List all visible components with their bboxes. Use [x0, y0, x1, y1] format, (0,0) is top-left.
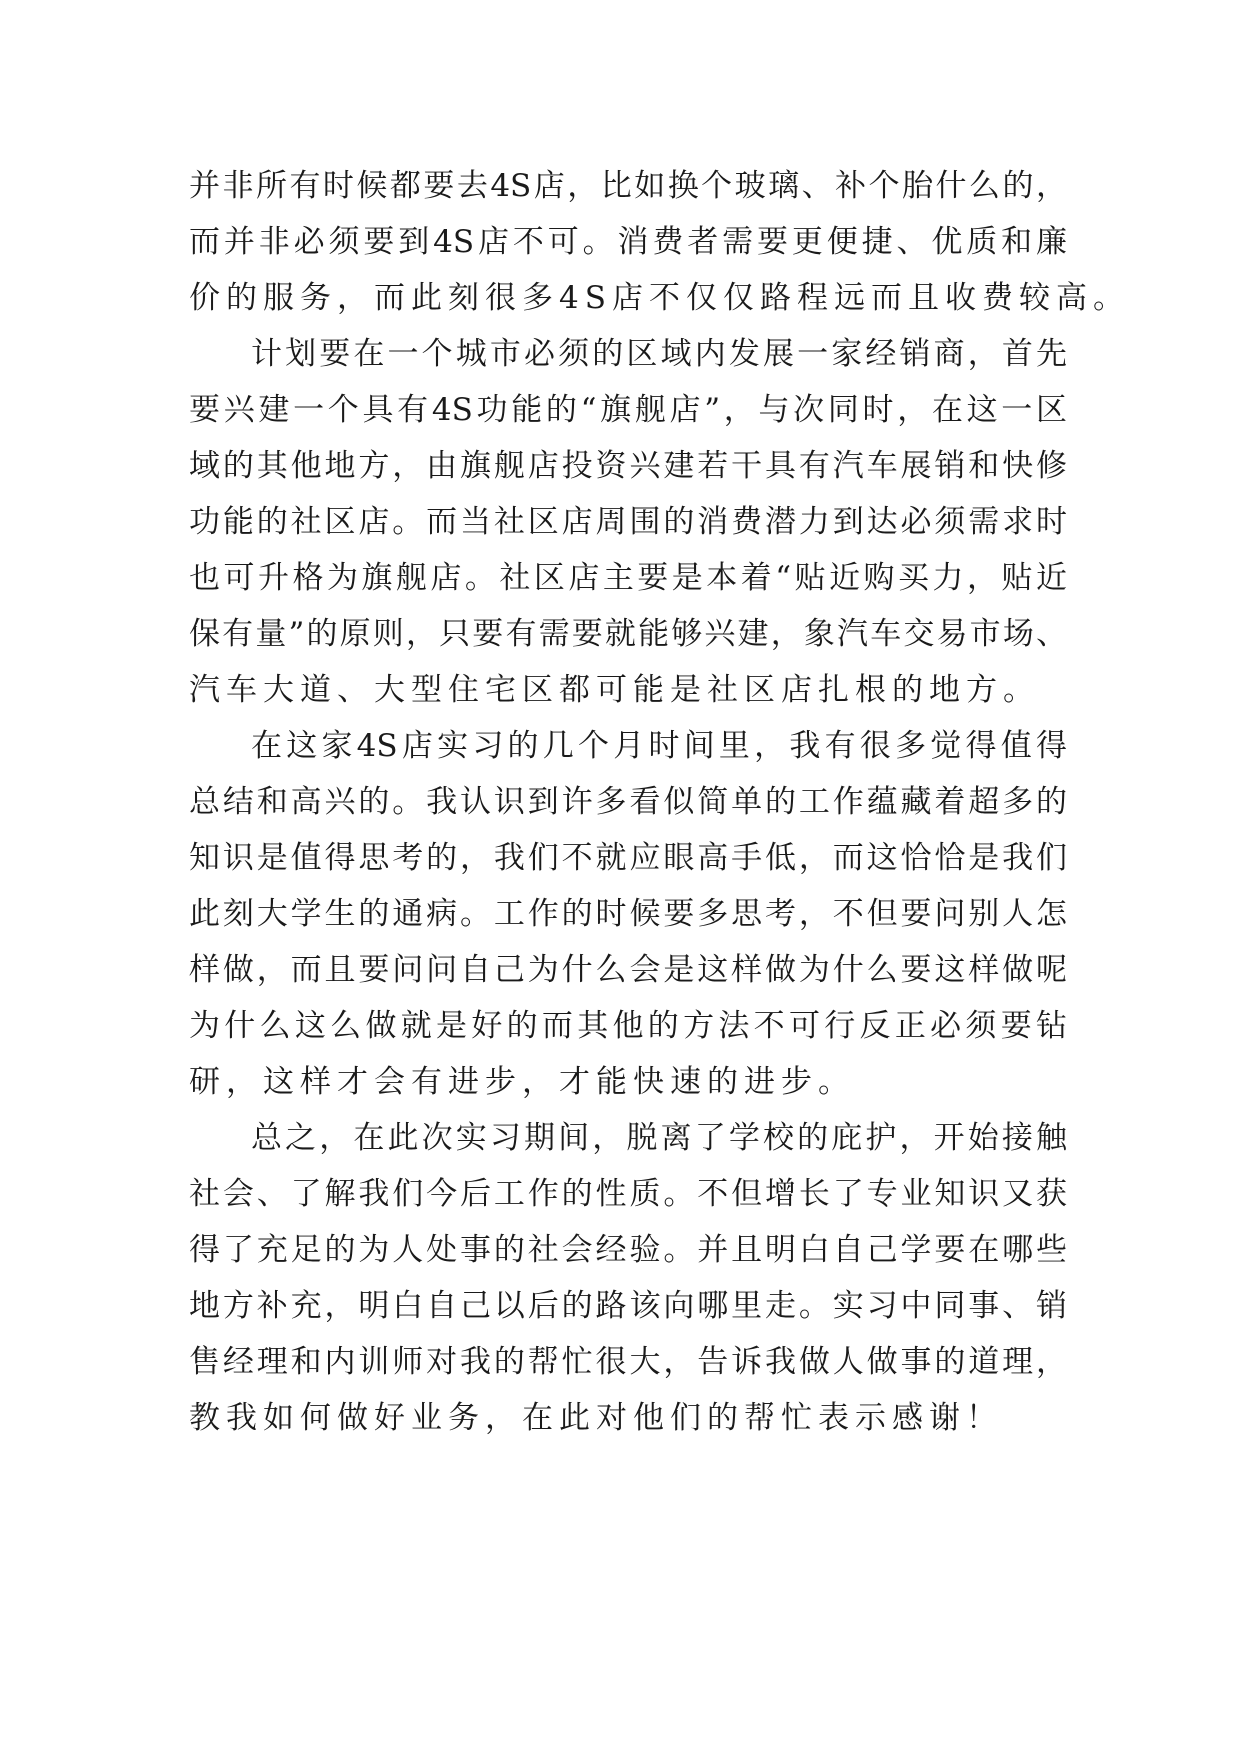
paragraph-line: 样做，而且要问问自己为什么会是这样做为什么要这样做呢: [189, 952, 1067, 988]
paragraph-line: 价的服务，而此刻很多4S店不仅仅路程远而且收费较高。: [189, 280, 1130, 316]
paragraph: [189, 326, 1067, 718]
paragraph-line: 汽车大道、大型住宅区都可能是社区店扎根的地方。: [189, 672, 1040, 708]
paragraph-line: 计划要在一个城市必须的区域内发展一家经销商，首先: [251, 336, 1067, 372]
paragraph-line: 保有量”的原则，只要有需要就能够兴建，象汽车交易市场、: [189, 616, 1067, 652]
paragraph-line: 得了充足的为人处事的社会经验。并且明白自己学要在哪些: [189, 1232, 1067, 1268]
paragraph-line: 功能的社区店。而当社区店周围的消费潜力到达必须需求时: [189, 504, 1067, 540]
paragraph-line: 总结和高兴的。我认识到许多看似简单的工作蕴藏着超多的: [189, 784, 1067, 820]
paragraph-line: 此刻大学生的通病。工作的时候要多思考，不但要问别人怎: [189, 896, 1067, 932]
paragraph: [189, 158, 1130, 326]
paragraph: [189, 718, 1067, 1110]
paragraph-line: 总之，在此次实习期间，脱离了学校的庇护，开始接触: [251, 1120, 1067, 1156]
paragraph: [189, 1110, 1067, 1446]
paragraph-line: 售经理和内训师对我的帮忙很大，告诉我做人做事的道理，: [189, 1344, 1067, 1380]
paragraph-line: 教我如何做好业务，在此对他们的帮忙表示感谢！: [189, 1400, 1003, 1436]
paragraph-line: 要兴建一个具有4S功能的“旗舰店”，与次同时，在这一区: [189, 392, 1067, 428]
paragraph-line: 地方补充，明白自己以后的路该向哪里走。实习中同事、销: [189, 1288, 1067, 1324]
paragraph-line: 并非所有时候都要去4S店，比如换个玻璃、补个胎什么的，: [189, 168, 1067, 204]
paragraph-line: 而并非必须要到4S店不可。消费者需要更便捷、优质和廉: [189, 224, 1067, 260]
paragraph-line: 域的其他地方，由旗舰店投资兴建若干具有汽车展销和快修: [189, 448, 1067, 484]
paragraph-line: 知识是值得思考的，我们不就应眼高手低，而这恰恰是我们: [189, 840, 1067, 876]
paragraph-line: 为什么这么做就是好的而其他的方法不可行反正必须要钻: [189, 1008, 1067, 1044]
paragraph-line: 研，这样才会有进步，才能快速的进步。: [189, 1064, 855, 1100]
paragraph-line: 也可升格为旗舰店。社区店主要是本着“贴近购买力，贴近: [189, 560, 1067, 596]
document-body: [189, 158, 1130, 1446]
paragraph-line: 社会、了解我们今后工作的性质。不但增长了专业知识又获: [189, 1176, 1067, 1212]
paragraph-line: 在这家4S店实习的几个月时间里，我有很多觉得值得: [251, 728, 1067, 764]
